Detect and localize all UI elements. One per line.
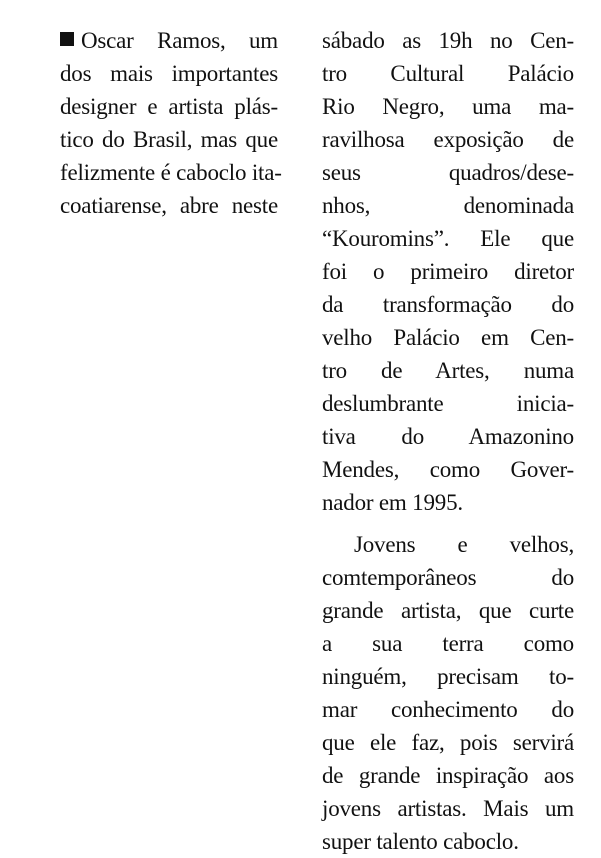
text-line: dos mais importantes	[60, 61, 278, 86]
text-line: grande artista, que curte	[322, 598, 574, 623]
text-line	[60, 24, 278, 57]
text-line: mar conhecimento do	[322, 697, 574, 722]
text-line: designer e artista plás-	[60, 94, 278, 119]
text-line: coatiarense, abre neste	[60, 193, 278, 218]
text-line: comtemporâneos do	[322, 565, 574, 590]
text-line: nhos, denominada	[322, 193, 574, 218]
text-line: foi o primeiro diretor	[322, 259, 574, 284]
text-line: felizmente é caboclo ita-	[60, 160, 282, 185]
square-bullet-icon	[60, 32, 74, 46]
text-line: ravilhosa exposição de	[322, 127, 574, 152]
text-line: sábado as 19h no Cen-	[322, 28, 574, 53]
text-line: seus quadros/dese-	[322, 160, 574, 185]
paragraph-1	[322, 24, 574, 519]
text-line: ninguém, precisam to-	[322, 664, 574, 689]
text-line: de grande inspiração aos	[322, 763, 574, 788]
text-line: tico do Brasil, mas que	[60, 127, 278, 152]
text-line: jovens artistas. Mais um	[322, 796, 574, 821]
text-line: a sua terra como	[322, 631, 574, 656]
right-column	[322, 24, 574, 858]
text-line: “Kouromins”. Ele que	[322, 226, 574, 251]
text-line: nador em 1995.	[322, 490, 463, 515]
left-column	[60, 24, 282, 222]
text-line: tiva do Amazonino	[322, 424, 574, 449]
text-line: que ele faz, pois servirá	[322, 730, 574, 755]
text-line: Jovens e velhos,	[354, 532, 574, 557]
text-line: deslumbrante inicia-	[322, 391, 574, 416]
text-line: tro de Artes, numa	[322, 358, 574, 383]
paragraph-2	[322, 528, 574, 858]
text-line: da transformação do	[322, 292, 574, 317]
text-line: Mendes, como Gover-	[322, 457, 574, 482]
text-line: Rio Negro, uma ma-	[322, 94, 574, 119]
text-line: velho Palácio em Cen-	[322, 325, 574, 350]
text-line-content: Oscar Ramos, um	[81, 28, 278, 53]
text-line: super talento caboclo.	[322, 829, 519, 854]
text-line: tro Cultural Palácio	[322, 61, 574, 86]
